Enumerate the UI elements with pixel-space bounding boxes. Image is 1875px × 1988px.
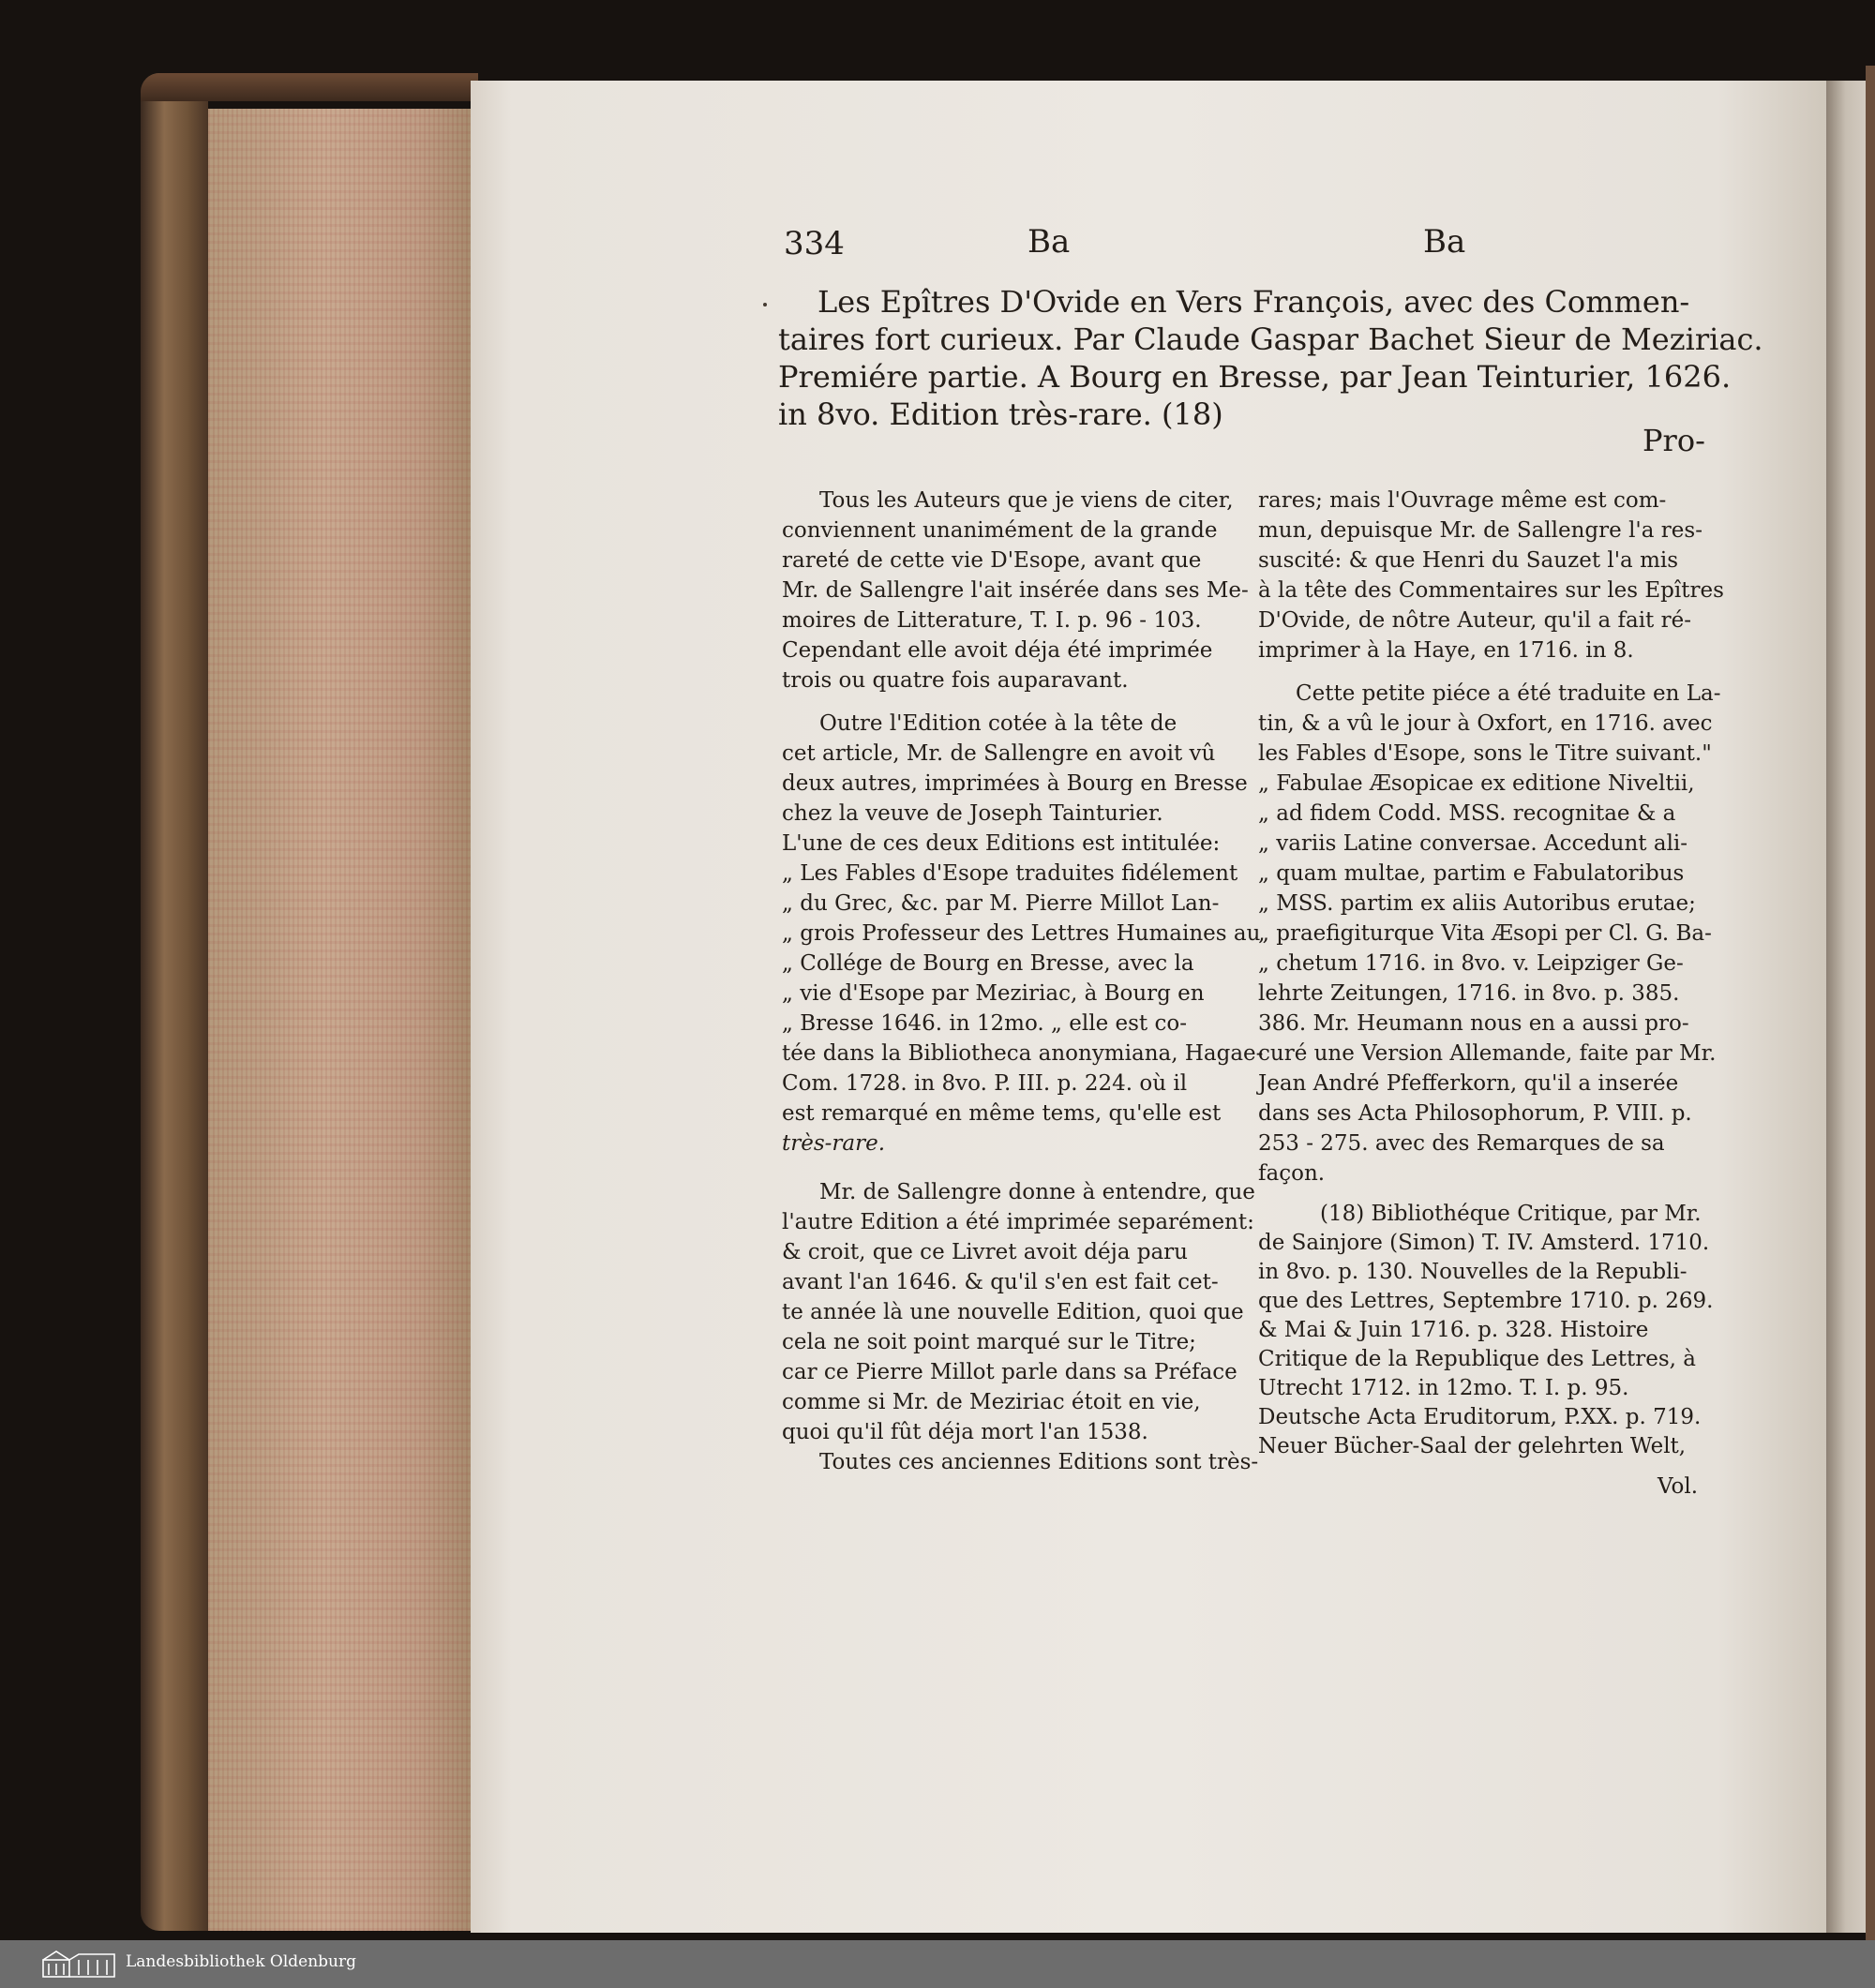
text-line: tin, & a vû le jour à Oxfort, en 1716. avec <box>1258 711 1713 736</box>
text-line: car ce Pierre Millot parle dans sa Préface <box>782 1360 1238 1384</box>
text-line: chez la veuve de Joseph Tainturier. <box>782 801 1163 826</box>
text-line: trois ou quatre fois auparavant. <box>782 668 1129 693</box>
library-name: Landesbibliothek Oldenburg <box>126 1952 357 1971</box>
text-line: „ variis Latine conversae. Accedunt ali- <box>1258 831 1688 856</box>
title-line-2: taires fort curieux. Par Claude Gaspar Bachet Sieur de Meziriac. <box>778 321 1763 357</box>
text-line: cet article, Mr. de Sallengre en avoit vû <box>782 741 1216 766</box>
text-line: 386. Mr. Heumann nous en a aussi pro- <box>1258 1011 1689 1036</box>
text-line: deux autres, imprimées à Bourg en Bresse <box>782 771 1248 796</box>
text-line: conviennent unanimément de la grande <box>782 518 1218 543</box>
text-line: lehrte Zeitungen, 1716. in 8vo. p. 385. <box>1258 981 1680 1006</box>
library-building-icon <box>41 1949 116 1979</box>
text-line: suscité: & que Henri du Sauzet l'a mis <box>1258 548 1679 573</box>
text-line: „ vie d'Esope par Meziriac, à Bourg en <box>782 981 1205 1006</box>
text-line: Mr. de Sallengre donne à entendre, que <box>819 1180 1255 1204</box>
text-line: „ MSS. partim ex aliis Autoribus erutae; <box>1258 891 1696 916</box>
text-line: Tous les Auteurs que je viens de citer, <box>819 488 1234 513</box>
page-block-edge <box>208 109 471 1931</box>
text-line: „ praefigiturque Vita Æsopi per Cl. G. Ba- <box>1258 921 1712 946</box>
right-column <box>1258 486 1724 1188</box>
text-line: te année là une nouvelle Edition, quoi que <box>782 1300 1244 1324</box>
footnote-line: & Mai & Juin 1716. p. 328. Histoire <box>1258 1318 1649 1342</box>
text-line: D'Ovide, de nôtre Auteur, qu'il a fait ré- <box>1258 608 1691 633</box>
catchword-top: Pro- <box>1642 423 1705 458</box>
text-line: & croit, que ce Livret avoit déja paru <box>782 1240 1188 1264</box>
title-line-3: Premiére partie. A Bourg en Bresse, par Jean Teinturier, 1626. <box>778 359 1732 395</box>
catchword-bottom: Vol. <box>1658 1474 1699 1499</box>
text-line: très-rare. <box>782 1131 886 1156</box>
footnote-line: Utrecht 1712. in 12mo. T. I. p. 95. <box>1258 1376 1629 1400</box>
text-line: Jean André Pfefferkorn, qu'il a inserée <box>1258 1071 1679 1096</box>
text-line: „ quam multae, partim e Fabulatoribus <box>1258 861 1685 886</box>
footnote-line: Neuer Bücher-Saal der gelehrten Welt, <box>1258 1434 1687 1458</box>
footnote-line: que des Lettres, Septembre 1710. p. 269. <box>1258 1289 1714 1313</box>
left-column <box>782 486 1264 1477</box>
text-line: rares; mais l'Ouvrage même est com- <box>1258 488 1667 513</box>
text-line: Cependant elle avoit déja été imprimée <box>782 638 1213 663</box>
footer-bar <box>0 1940 1875 1988</box>
text-line: façon. <box>1258 1161 1326 1186</box>
text-line: est remarqué en même tems, qu'elle est <box>782 1101 1222 1126</box>
text-line: „ Bresse 1646. in 12mo. „ elle est co- <box>782 1011 1187 1036</box>
text-line: les Fables d'Esope, sons le Titre suivant." <box>1258 741 1712 766</box>
text-line: Com. 1728. in 8vo. P. III. p. 224. où il <box>782 1071 1188 1096</box>
text-line: „ Fabulae Æsopicae ex editione Niveltii, <box>1258 771 1695 796</box>
text-line: tée dans la Bibliotheca anonymiana, Hagae- <box>782 1041 1264 1066</box>
header-right: Ba <box>1423 223 1466 261</box>
book-cover-left <box>141 73 208 1931</box>
text-line: rareté de cette vie D'Esope, avant que <box>782 548 1202 573</box>
text-line: „ du Grec, &c. par M. Pierre Millot Lan- <box>782 891 1220 916</box>
text-line: „ Collége de Bourg en Bresse, avec la <box>782 951 1194 976</box>
text-line: Cette petite piéce a été traduite en La- <box>1296 681 1721 706</box>
text-line: „ chetum 1716. in 8vo. v. Leipziger Ge- <box>1258 951 1684 976</box>
text-line: l'autre Edition a été imprimée separément: <box>782 1210 1254 1234</box>
text-line: à la tête des Commentaires sur les Epîtres <box>1258 578 1724 603</box>
title-line-1: Les Epîtres D'Ovide en Vers François, avec des Commen- <box>818 284 1690 320</box>
text-line: Mr. de Sallengre l'ait insérée dans ses Me- <box>782 578 1249 603</box>
page-number: 334 <box>784 225 845 262</box>
footnote <box>1258 1200 1714 1461</box>
text-line: L'une de ces deux Editions est intitulée: <box>782 831 1221 856</box>
text-line: „ ad fidem Codd. MSS. recognitae & a <box>1258 801 1676 826</box>
text-line: imprimer à la Haye, en 1716. in 8. <box>1258 638 1634 663</box>
text-line: avant l'an 1646. & qu'il s'en est fait cet- <box>782 1270 1219 1294</box>
margin-mark <box>763 303 767 306</box>
text-line: mun, depuisque Mr. de Sallengre l'a res- <box>1258 518 1702 543</box>
footnote-line: de Sainjore (Simon) T. IV. Amsterd. 1710. <box>1258 1231 1710 1255</box>
text-line: cela ne soit point marqué sur le Titre; <box>782 1330 1196 1354</box>
text-line: dans ses Acta Philosophorum, P. VIII. p. <box>1258 1101 1692 1126</box>
book-cover-top <box>141 73 478 101</box>
footnote-line: in 8vo. p. 130. Nouvelles de la Republi- <box>1258 1260 1688 1284</box>
footnote-line: Deutsche Acta Eruditorum, P.XX. p. 719. <box>1258 1405 1702 1429</box>
text-line: Toutes ces anciennes Editions sont très- <box>819 1450 1259 1474</box>
header-left: Ba <box>1028 223 1071 261</box>
text-line: Outre l'Edition cotée à la tête de <box>819 711 1178 736</box>
book-cover-right <box>1866 66 1875 1940</box>
text-line: moires de Litterature, T. I. p. 96 - 103. <box>782 608 1202 633</box>
footnote-line: (18) Bibliothéque Critique, par Mr. <box>1320 1202 1702 1226</box>
text-line: quoi qu'il fût déja mort l'an 1538. <box>782 1420 1148 1444</box>
text-line: „ grois Professeur des Lettres Humaines au <box>782 921 1261 946</box>
text-line: curé une Version Allemande, faite par Mr. <box>1258 1041 1717 1066</box>
footnote-line: Critique de la Republique des Lettres, à <box>1258 1347 1696 1371</box>
text-line: comme si Mr. de Meziriac étoit en vie, <box>782 1390 1201 1414</box>
title-line-4: in 8vo. Edition très-rare. (18) <box>778 396 1223 432</box>
text-line: „ Les Fables d'Esope traduites fidélement <box>782 861 1238 886</box>
text-line: 253 - 275. avec des Remarques de sa <box>1258 1131 1665 1156</box>
